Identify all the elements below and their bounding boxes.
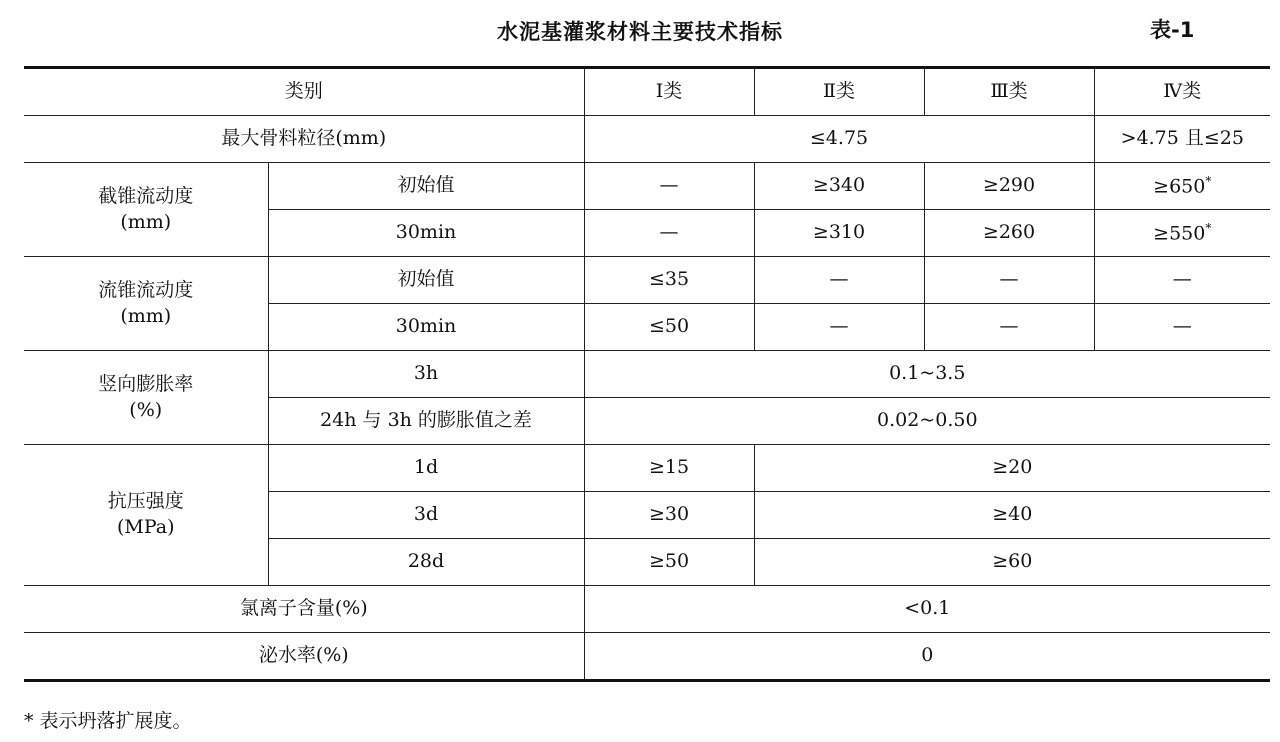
- truncated-cone-label-name: 截锥流动度: [98, 184, 194, 207]
- table-number: 表-1: [1150, 18, 1195, 42]
- flow-cone-label-name: 流锥流动度: [98, 278, 194, 301]
- table-row-flow-cone-initial: [24, 257, 1270, 304]
- footnote-mark: *: [1205, 220, 1212, 235]
- flow-cone-item: 初始值: [268, 257, 584, 304]
- max-aggregate-class123: ≤4.75: [584, 116, 1094, 163]
- truncated-cone-c2: ≥340: [754, 163, 924, 210]
- strength-label-name: 抗压强度: [107, 490, 184, 513]
- flow-cone-c1: ≤50: [584, 304, 754, 351]
- truncated-cone-c1: —: [584, 163, 754, 210]
- expansion-label-name: 竖向膨胀率: [98, 372, 194, 395]
- truncated-cone-c4: [1094, 210, 1270, 257]
- flow-cone-c4: —: [1094, 257, 1270, 304]
- truncated-cone-label-unit: (mm): [120, 210, 172, 233]
- strength-c1: ≥30: [584, 492, 754, 539]
- flow-cone-c2: —: [754, 257, 924, 304]
- truncated-cone-c3: ≥290: [924, 163, 1094, 210]
- flow-cone-c3: —: [924, 257, 1094, 304]
- max-aggregate-class4: >4.75 且≤25: [1094, 116, 1270, 163]
- strength-label-unit: (MPa): [116, 516, 175, 538]
- header-category: 类别: [24, 68, 584, 116]
- table-header-row: [24, 68, 1270, 116]
- bleeding-label: 泌水率(%): [24, 633, 584, 681]
- bleeding-value: 0: [584, 633, 1270, 681]
- expansion-value: 0.1~3.5: [584, 351, 1270, 398]
- header-class4: Ⅳ类: [1094, 68, 1270, 116]
- strength-c1: ≥50: [584, 539, 754, 586]
- table-row-strength-1d: [24, 445, 1270, 492]
- table-row-expansion-3h: [24, 351, 1270, 398]
- strength-c234: ≥40: [754, 492, 1270, 539]
- strength-c1: ≥15: [584, 445, 754, 492]
- truncated-cone-label: [24, 163, 268, 257]
- strength-item: 1d: [268, 445, 584, 492]
- table-row-chloride: [24, 586, 1270, 633]
- truncated-cone-item: 30min: [268, 210, 584, 257]
- expansion-value: 0.02~0.50: [584, 398, 1270, 445]
- truncated-cone-c4-value: ≥550: [1153, 221, 1206, 244]
- strength-item: 3d: [268, 492, 584, 539]
- flow-cone-c2: —: [754, 304, 924, 351]
- table-row-max-aggregate: [24, 116, 1270, 163]
- table-row-truncated-cone-initial: [24, 163, 1270, 210]
- flow-cone-label-unit: (mm): [120, 304, 172, 327]
- table-title: 水泥基灌浆材料主要技术指标: [497, 20, 783, 44]
- truncated-cone-c2: ≥310: [754, 210, 924, 257]
- flow-cone-label: [24, 257, 268, 351]
- strength-item: 28d: [268, 539, 584, 586]
- expansion-label-unit: (%): [129, 398, 163, 421]
- truncated-cone-c4: [1094, 163, 1270, 210]
- flow-cone-item: 30min: [268, 304, 584, 351]
- truncated-cone-c3: ≥260: [924, 210, 1094, 257]
- table-footnote: * 表示坍落扩展度。: [24, 710, 192, 732]
- truncated-cone-c1: —: [584, 210, 754, 257]
- chloride-value: <0.1: [584, 586, 1270, 633]
- strength-c234: ≥60: [754, 539, 1270, 586]
- expansion-label: [24, 351, 268, 445]
- strength-label: [24, 445, 268, 586]
- footnote-mark: *: [1205, 173, 1212, 188]
- flow-cone-c3: —: [924, 304, 1094, 351]
- expansion-item: 24h 与 3h 的膨胀值之差: [268, 398, 584, 445]
- table-row-bleeding: [24, 633, 1270, 681]
- truncated-cone-c4-value: ≥650: [1153, 174, 1206, 197]
- truncated-cone-item: 初始值: [268, 163, 584, 210]
- spec-table: [24, 66, 1270, 682]
- chloride-label: 氯离子含量(%): [24, 586, 584, 633]
- header-class2: Ⅱ类: [754, 68, 924, 116]
- max-aggregate-label: 最大骨料粒径(mm): [24, 116, 584, 163]
- flow-cone-c4: —: [1094, 304, 1270, 351]
- header-class3: Ⅲ类: [924, 68, 1094, 116]
- expansion-item: 3h: [268, 351, 584, 398]
- strength-c234: ≥20: [754, 445, 1270, 492]
- header-class1: Ⅰ类: [584, 68, 754, 116]
- flow-cone-c1: ≤35: [584, 257, 754, 304]
